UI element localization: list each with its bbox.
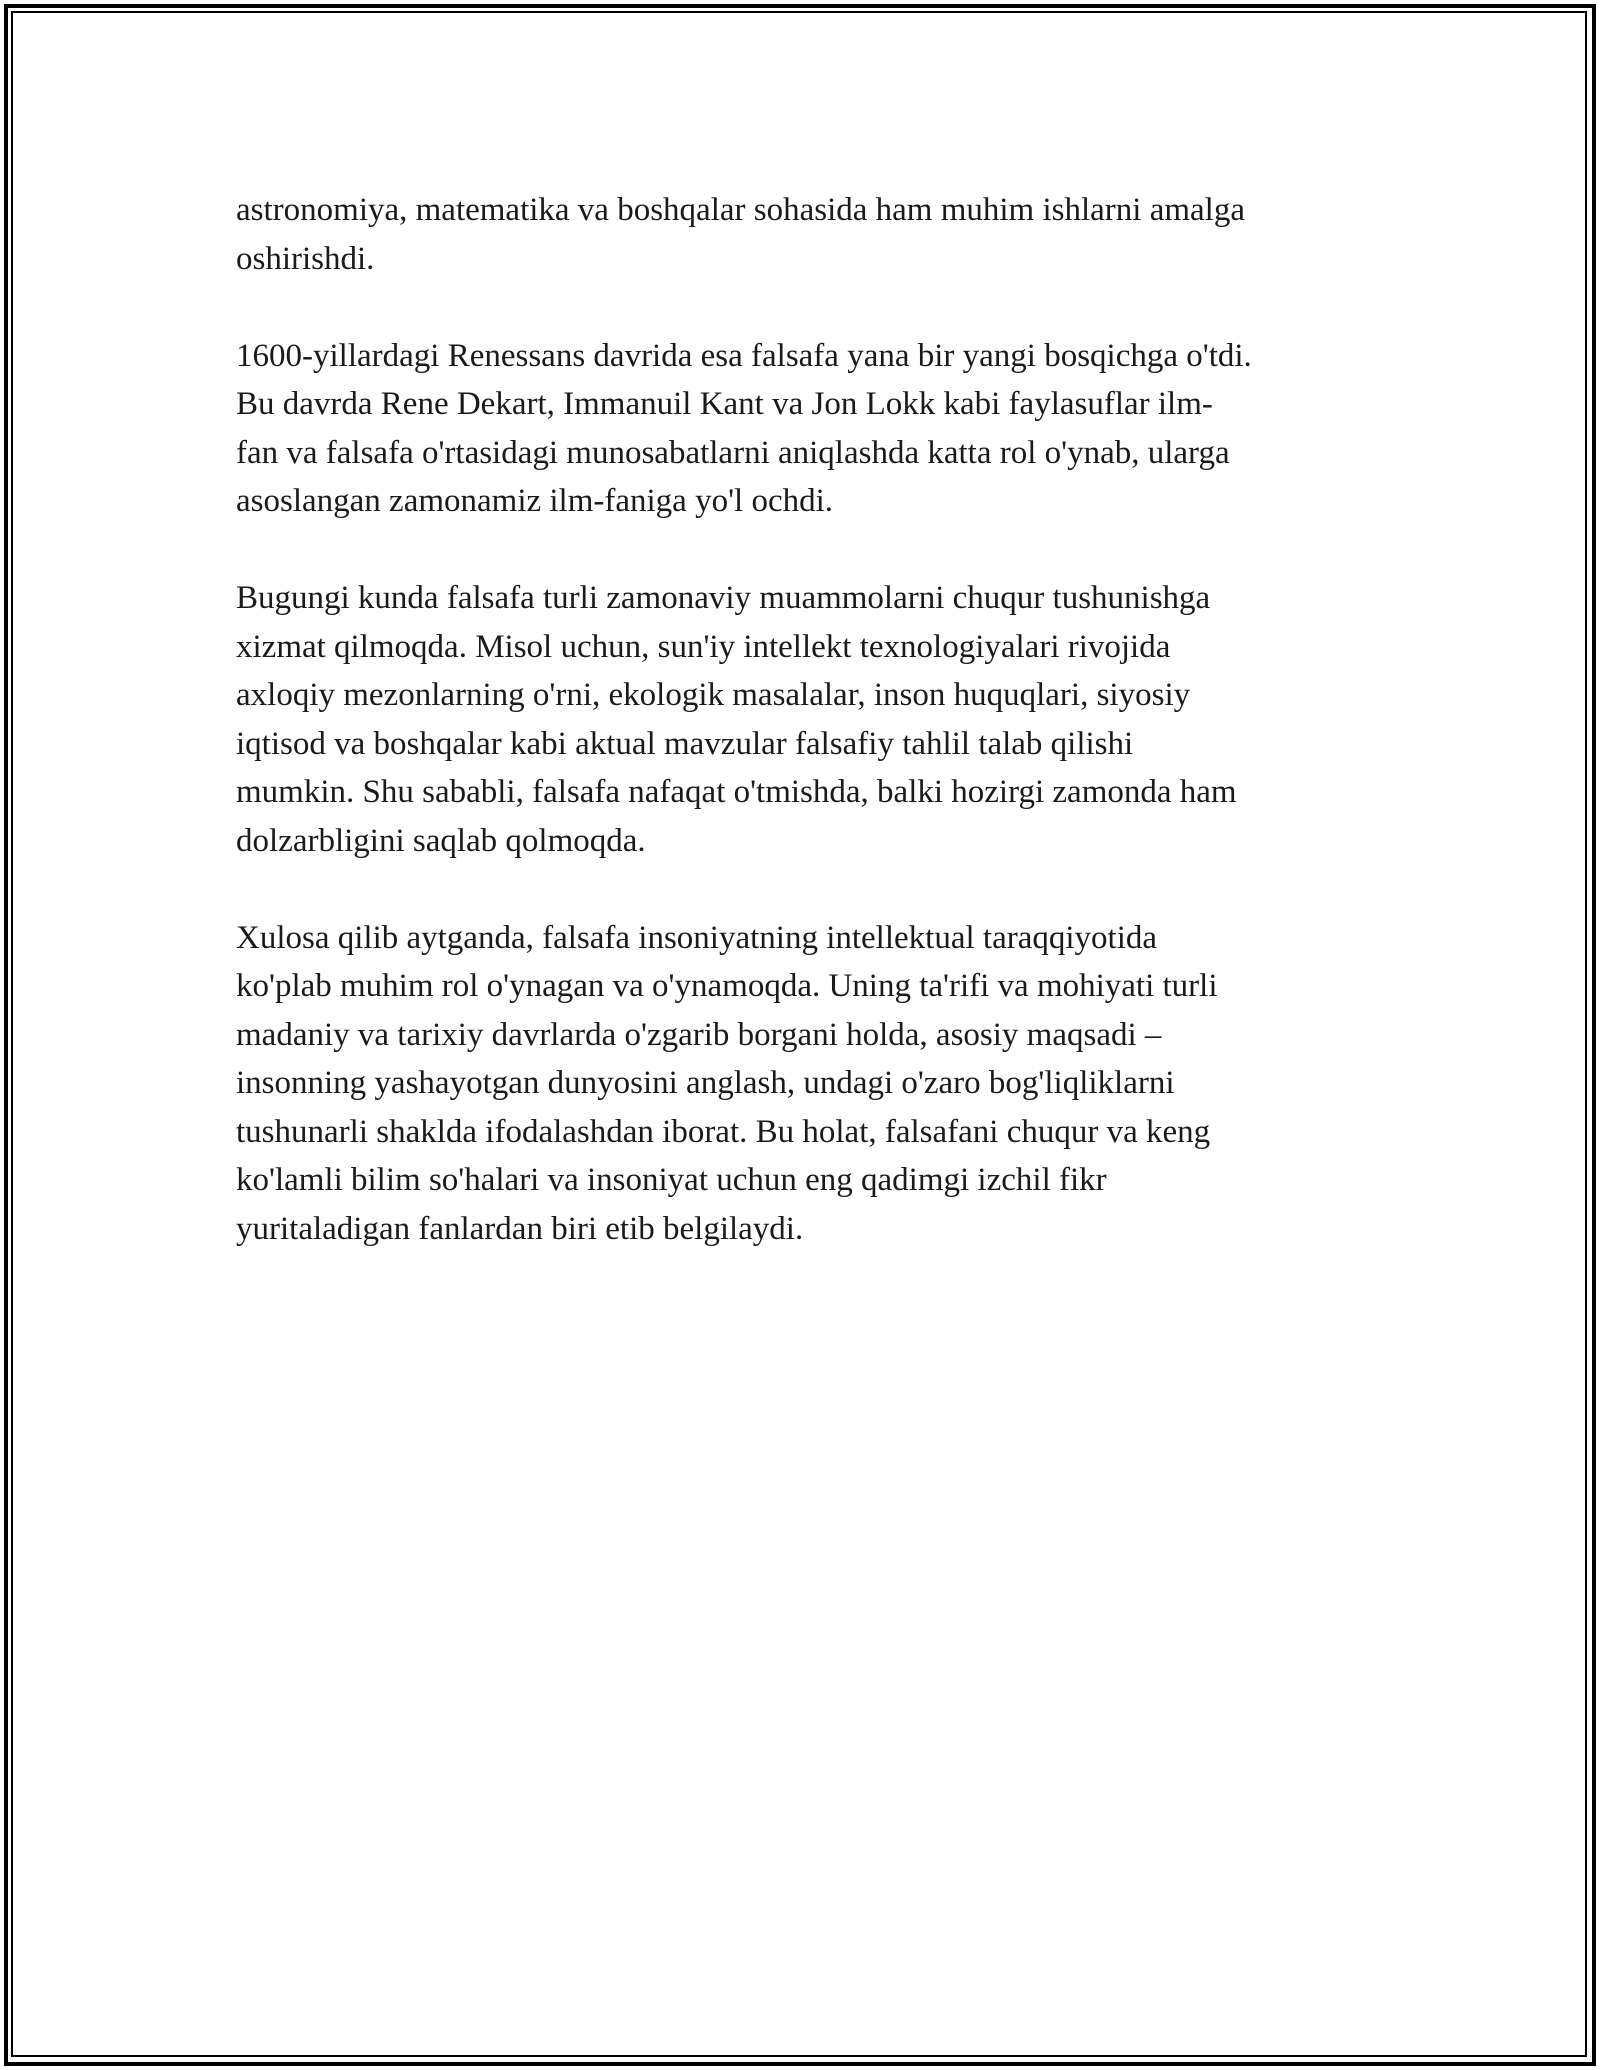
text-line: astronomiya, matematika va boshqalar sohasida ham muhim ishlarni amalga: [236, 192, 1245, 228]
paragraph-1: [236, 186, 1366, 283]
text-line: tushunarli shaklda ifodalashdan iborat. Bu holat, falsafani chuqur va keng: [236, 1113, 1211, 1150]
text-line: xizmat qilmoqda. Misol uchun, sun'iy intellekt texnologiyalari rivojida: [236, 628, 1171, 665]
text-line: Bu davrda Rene Dekart, Immanuil Kant va Jon Lokk kabi faylasuflar ilm-: [236, 386, 1213, 422]
text-line: Xulosa qilib aytganda, falsafa insoniyatning intellektual taraqqiyotida: [236, 919, 1158, 956]
text-line: iqtisod va boshqalar kabi aktual mavzular falsafiy tahlil talab qilishi: [236, 725, 1134, 762]
text-line: madaniy va tarixiy davrlarda o'zgarib borgani holda, asosiy maqsadi –: [236, 1016, 1162, 1053]
text-line: dolzarbligini saqlab qolmoqda.: [236, 822, 646, 859]
document-body: [236, 186, 1366, 1302]
text-line: insonning yashayotgan dunyosini anglash, undagi o'zaro bog'liqliklarni: [236, 1065, 1175, 1101]
paragraph-2: [236, 332, 1366, 526]
text-line: Bugungi kunda falsafa turli zamonaviy muammolarni chuqur tushunishga: [236, 580, 1211, 616]
text-line: yuritaladigan fanlardan biri etib belgilaydi.: [236, 1210, 804, 1247]
paragraph-3: [236, 574, 1366, 865]
text-line: asoslangan zamonamiz ilm-faniga yo'l ochdi.: [236, 483, 834, 519]
text-line: mumkin. Shu sababli, falsafa nafaqat o'tmishda, balki hozirgi zamonda ham: [236, 774, 1237, 810]
text-line: axloqiy mezonlarning o'rni, ekologik masalalar, inson huquqlari, siyosiy: [236, 677, 1191, 713]
paragraph-4: [236, 914, 1366, 1254]
text-line: oshirishdi.: [236, 240, 375, 277]
text-line: ko'lamli bilim so'halari va insoniyat uchun eng qadimgi izchil fikr: [236, 1162, 1107, 1198]
text-line: 1600-yillardagi Renessans davrida esa falsafa yana bir yangi bosqichga o'tdi.: [236, 337, 1252, 374]
text-line: ko'plab muhim rol o'ynagan va o'ynamoqda. Uning ta'rifi va mohiyati turli: [236, 968, 1218, 1004]
text-line: fan va falsafa o'rtasidagi munosabatlarni aniqlashda katta rol o'ynab, ularga: [236, 434, 1230, 471]
